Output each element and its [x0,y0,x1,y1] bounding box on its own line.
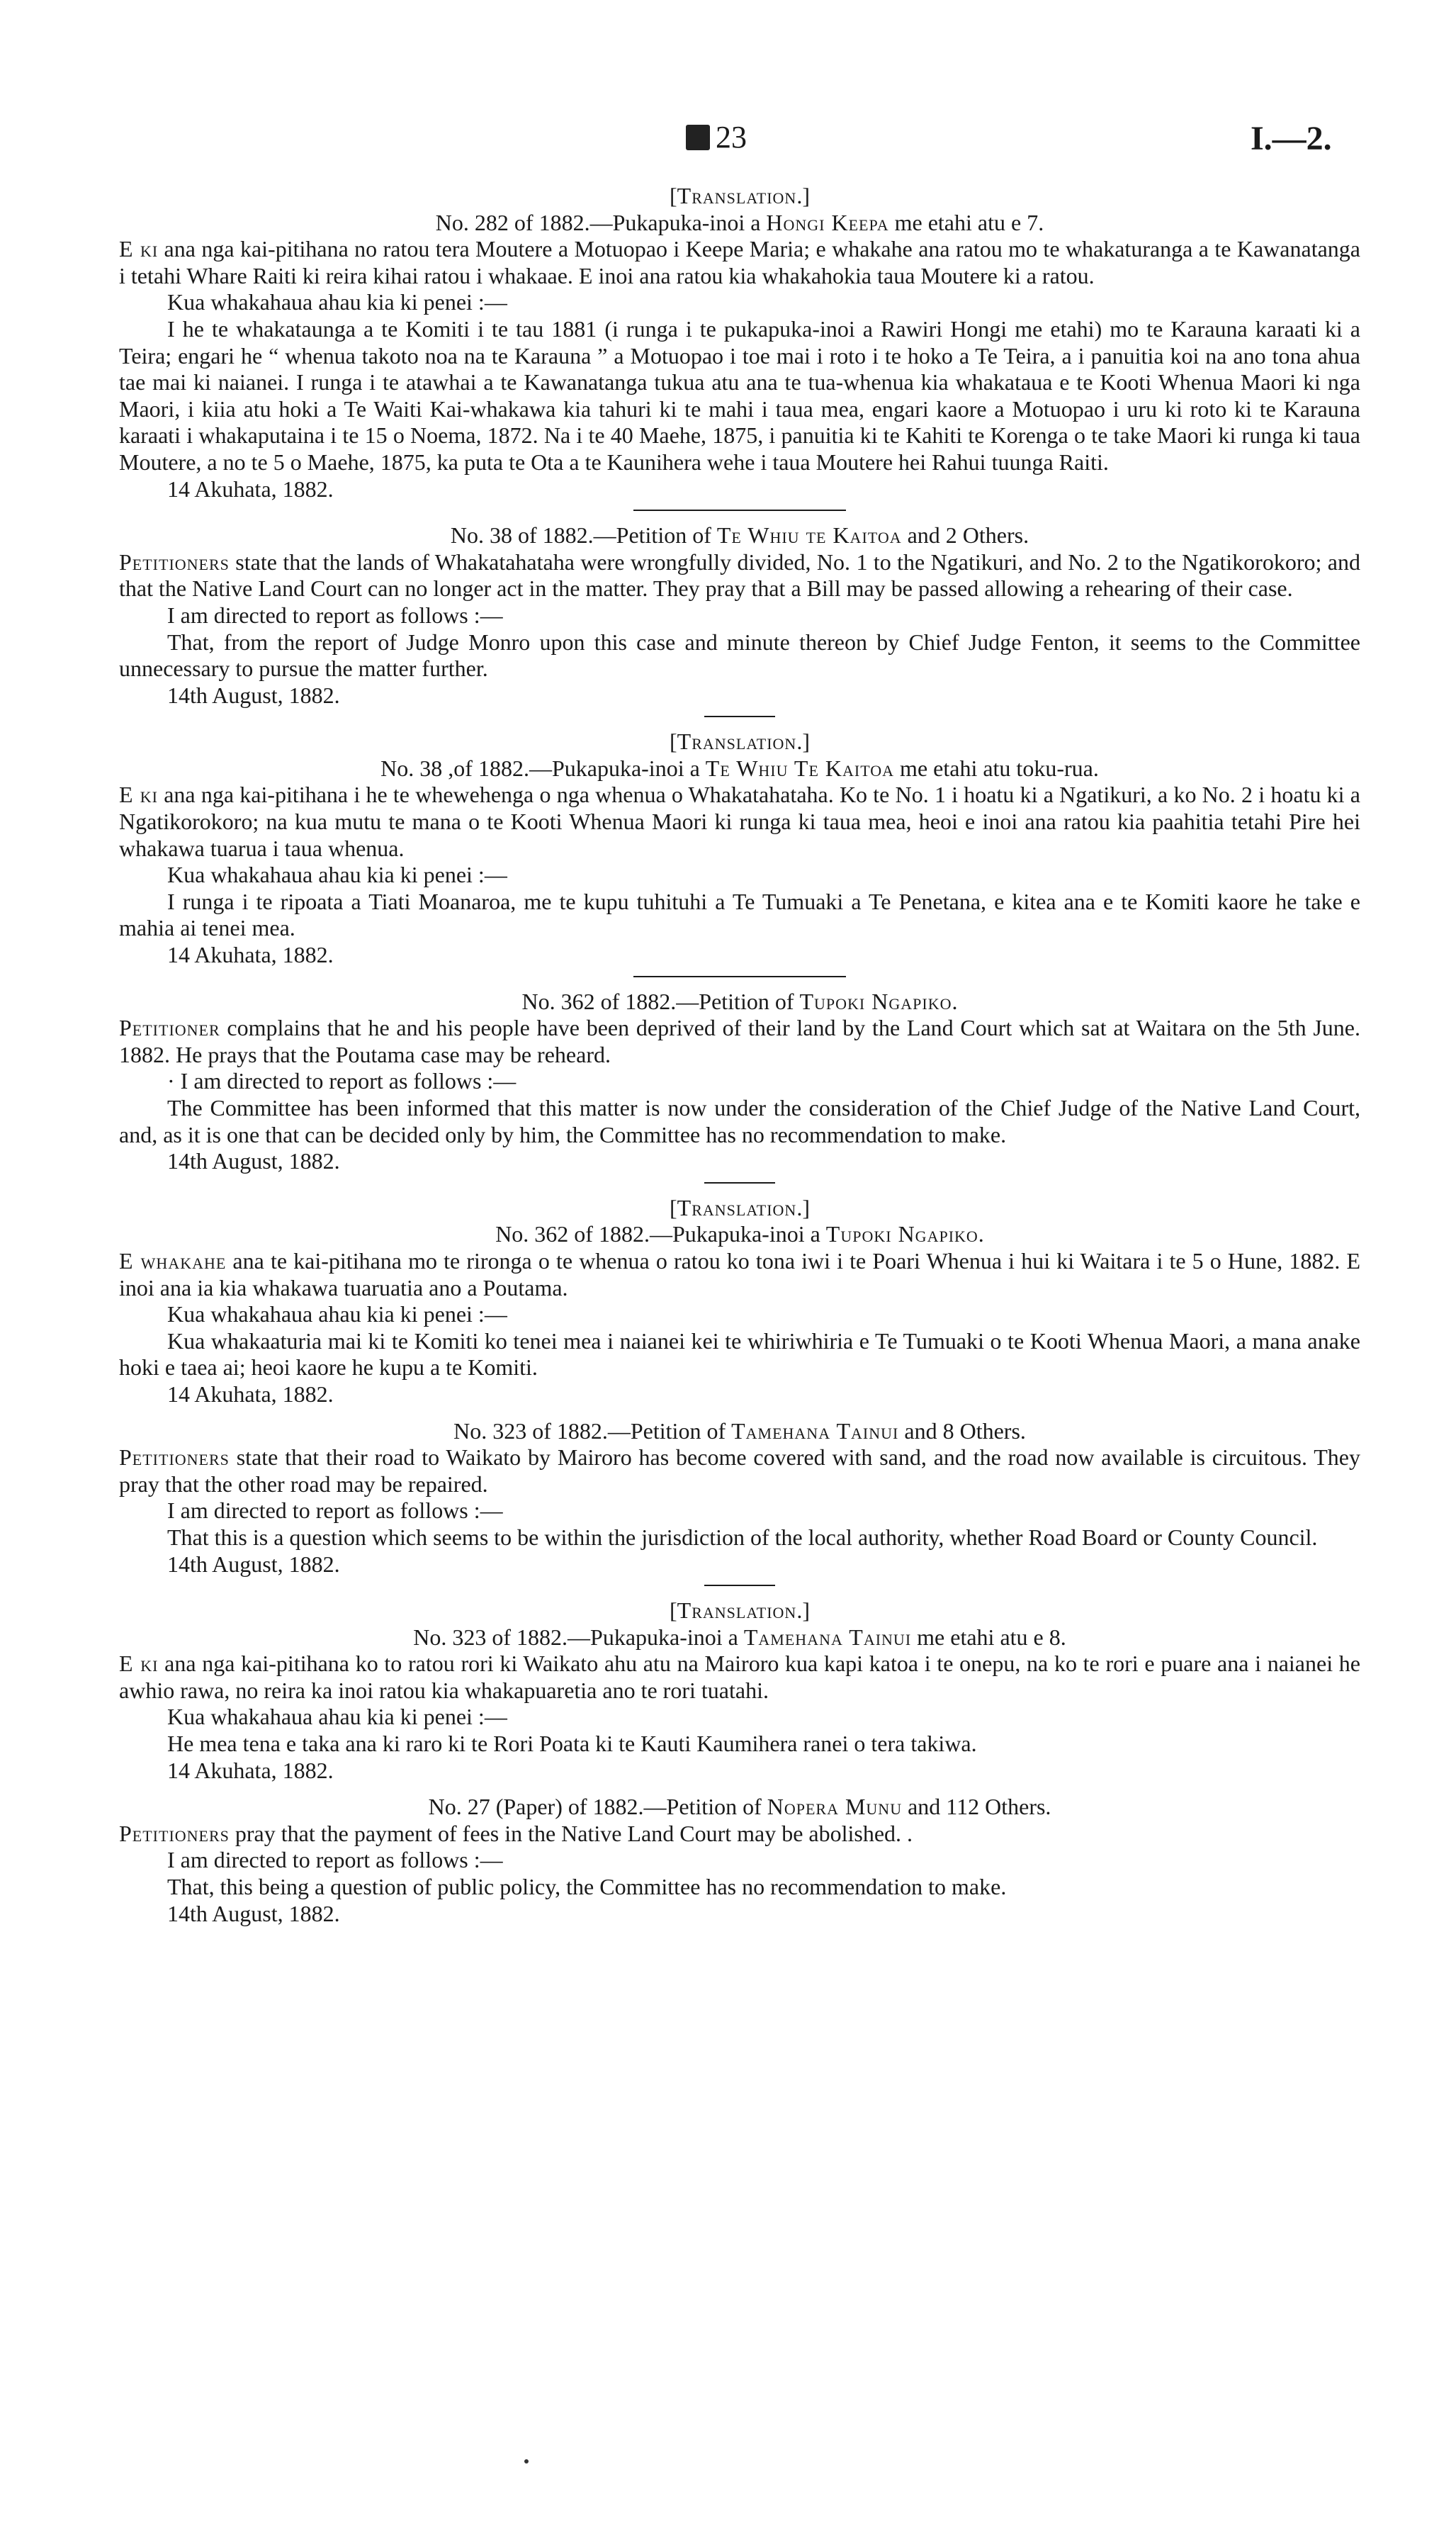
petition-summary: E ki ana nga kai-pitihana i he te whewehenga o nga whenua o Whakatahataha. Ko te No. 1 i hoatu ki a Ngatikuri, a ko No. 2 i hoatu ki a Ngatikorokoro; na kua mutu te mana o te Kooti Whenua Maori ki runga ki taua mea, heoi e inoi ana ratou kia paahitia tetahi Pire hei whakawa tuarua i taua whenua. [119,782,1361,861]
report-date: 14th August, 1882. [167,1551,340,1577]
petition-title: No. 38 of 1882.—Petition of Te Whiu te Kaitoa and 2 Others. [450,522,1029,549]
translation-label: [Translation.] [670,183,810,208]
document-body [119,183,1360,1927]
petition-section [119,1597,1360,1784]
page-number-text: 23 [716,120,747,155]
committee-report: Kua whakaaturia mai ki te Komiti ko tenei mea i naianei kei te whiriwhiria e Te Tumuaki o te Kooti Whenua Maori, a mana anake hoki e taea ai; heoi kaore he kupu a te Komiti. [119,1327,1360,1381]
report-date: 14th August, 1882. [167,1148,340,1174]
directed-line: I am directed to report as follows :— [167,602,503,628]
section-gap [119,1784,1360,1794]
petition-section [119,989,1360,1175]
petition-title: No. 323 of 1882.—Petition of Tamehana Tainui and 8 Others. [453,1417,1026,1444]
translation-label: [Translation.] [670,1194,810,1220]
document-reference: I.—2. [1251,120,1332,157]
petition-title: No. 282 of 1882.—Pukapuka-inoi a Hongi Keepa me etahi atu e 7. [435,209,1044,235]
petition-summary: E whakahe ana te kai-pitihana mo te rironga o te whenua o ratou ko tona iwi i te Poari Whenua i hui ki Waitara i te 5 o Hune, 1882. E inoi ana ia kia whakawa tuaruatia ano a Poutama. [119,1247,1360,1300]
directed-line: Kua whakahaua ahau kia ki penei :— [167,1301,507,1327]
section-divider [704,1585,775,1586]
library-stamp-icon [686,125,710,150]
section-divider [704,716,775,717]
committee-report: That, from the report of Judge Monro upon this case and minute thereon by Chief Judge Fenton, it seems to the Committee unnecessary to pursue the matter further. [119,629,1360,682]
petition-summary: E ki ana nga kai-pitihana ko to ratou rori ki Waikato ahu atu na Mairoro kua kapi katoa i te onepu, na ko te rori e puare ana i naianei he awhio rawa, no reira ka inoi ratou kia whakapuaretia ano te rori tuatahi. [119,1651,1361,1703]
petition-summary: Petitioners pray that the payment of fees in the Native Land Court may be abolished. . [119,1820,913,1846]
page-number [686,119,747,155]
petition-section [119,1794,1360,1927]
report-date: 14 Akuhata, 1882. [167,1757,334,1783]
print-mark [524,2459,529,2463]
committee-report: That this is a question which seems to be within the jurisdiction of the local authority, whether Road Board or County Council. [167,1524,1318,1550]
report-date: 14 Akuhata, 1882. [167,1381,334,1407]
directed-line: I am directed to report as follows :— [167,1498,503,1524]
petition-title: No. 323 of 1882.—Pukapuka-inoi a Tamehana Tainui me etahi atu e 8. [413,1624,1066,1650]
report-date: 14 Akuhata, 1882. [167,476,334,502]
report-date: 14th August, 1882. [167,1900,340,1926]
petition-title: No. 38 ,of 1882.—Pukapuka-inoi a Te Whiu Te Kaitoa me etahi atu toku-rua. [380,755,1099,781]
committee-report: The Committee has been informed that this matter is now under the consideration of the Chief Judge of the Native Land Court, and, as it is one that can be decided only by him, the Committee has no recommendation to make. [119,1095,1360,1147]
petition-summary: Petitioners state that their road to Waikato by Mairoro has become covered with sand, and the road now available is circuitous. They pray that the other road may be repaired. [119,1444,1360,1497]
petition-section [119,729,1360,968]
petition-summary: Petitioner complains that he and his people have been deprived of their land by the Land Court which sat at Waitara on the 5th June. 1882. He prays that the Poutama case may be reheard. [119,1015,1360,1067]
directed-line: Kua whakahaua ahau kia ki penei :— [167,289,507,315]
section-divider [704,1182,775,1184]
petition-section [119,1195,1360,1408]
page-header [0,119,1456,162]
directed-line: Kua whakahaua ahau kia ki penei :— [167,1704,507,1730]
committee-report: I he te whakataunga a te Komiti i te tau 1881 (i runga i te pukapuka-inoi a Rawiri Hongi me etahi) mo te Karauna karaati ki a Teira; engari he “ whenua takoto noa na te Karauna ” a Motuopao i toe mai i roto i te hoko a Te Teira, a i panuitia koi na ano tona ahua tae mai ki naianei. I runga i te atawhai a te Kawanatanga tukua atu ana te tua-whenua kia whakataua e te Kooti Whenua Maori ki nga Maori, i kiia atu hoki a Te Waiti Kai-whakawa kia tahuri ki te mahi i taua mea, engari kaore a Motuopao i uru ki roto ki te Karauna karaati i whakaputaina i te 15 o Noema, 1872. Na i te 40 Maehe, 1875, i panuitia ki te Kahiti te Korenga o te take Maori ki runga ki taua Moutere, a no te 5 o Maehe, 1875, ka puta te Ota a te Kaunihera wehe i taua Moutere hei Rahui tuunga Raiti. [119,315,1360,475]
petition-section [119,522,1360,709]
section-gap [119,1408,1360,1418]
petition-title: No. 27 (Paper) of 1882.—Petition of Nopera Munu and 112 Others. [428,1794,1051,1820]
petition-section [119,183,1360,502]
petition-summary: E ki ana nga kai-pitihana no ratou tera Moutere a Motuopao i Keepe Maria; e whakahe ana ratou mo te whakaturanga a te Kawanatanga i tetahi Whare Raiti ki reira kihai ratou i whakaae. E inoi ana ratou kia whakahokia taua Moutere ki a ratou. [119,236,1360,288]
petition-title: No. 362 of 1882.—Pukapuka-inoi a Tupoki Ngapiko. [495,1221,984,1247]
directed-line: · I am directed to report as follows :— [167,1068,517,1094]
section-divider [633,976,846,977]
report-date: 14 Akuhata, 1882. [167,942,334,968]
petition-summary: Petitioners state that the lands of Whakatahataha were wrongfully divided, No. 1 to the Ngatikuri, and No. 2 to the Ngatikorokoro; and that the Native Land Court can no longer act in the matter. They pray that a Bill may be passed allowing a rehearing of their case. [119,549,1360,602]
committee-report: I runga i te ripoata a Tiati Moanaroa, me te kupu tuhituhi a Te Tumuaki a Te Penetana, e kitea ana e te Komiti kaore he take e mahia ai tenei mea. [119,888,1360,941]
committee-report: He mea tena e taka ana ki raro ki te Rori Poata ki te Kauti Kaumihera ranei o tera takiwa. [167,1731,977,1757]
petition-title: No. 362 of 1882.—Petition of Tupoki Ngapiko. [521,988,958,1014]
section-divider [633,510,846,511]
directed-line: I am directed to report as follows :— [167,1847,503,1873]
directed-line: Kua whakahaua ahau kia ki penei :— [167,862,507,888]
translation-label: [Translation.] [670,729,810,755]
petition-section [119,1418,1360,1578]
report-date: 14th August, 1882. [167,682,340,708]
committee-report: That, this being a question of public policy, the Committee has no recommendation to make. [167,1874,1007,1900]
translation-label: [Translation.] [670,1597,810,1624]
